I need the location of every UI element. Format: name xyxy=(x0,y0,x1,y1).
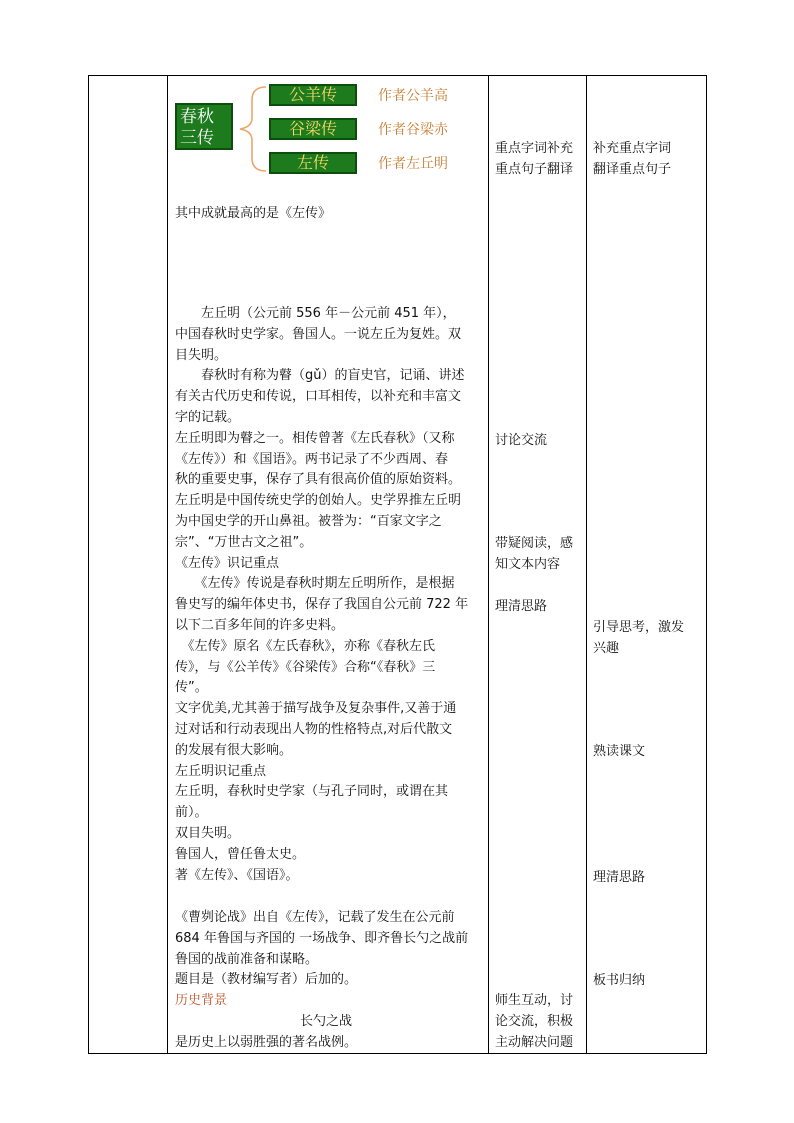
text-line: 前）。 xyxy=(175,805,208,821)
teacher-activity-item: 引导思考，激发 兴趣 xyxy=(593,620,685,656)
content-cell xyxy=(168,76,488,1053)
student-activity-item: 讨论交流 xyxy=(495,433,548,448)
text-line: 秋的重要史事，保存了具有很高价值的原始资料。 xyxy=(175,472,462,488)
brace-icon xyxy=(234,84,270,174)
text-line: 《左传》识记重点 xyxy=(175,555,280,571)
text-line: 《左传》）和《国语》。两书记录了不少西周、春 xyxy=(175,451,449,467)
text-line: 《曹刿论战》出自《左传》，记载了发生在公元前 xyxy=(175,910,455,925)
diagram-item-author: 作者左丘明 xyxy=(378,156,448,172)
best-commentary-text: 其中成就最高的是《左传》 xyxy=(175,206,332,221)
diagram-item-author: 作者谷梁赤 xyxy=(378,122,448,138)
text-line: 双目失明。 xyxy=(175,825,241,841)
diagram-main-box xyxy=(175,103,233,150)
text-line: 左丘明识记重点 xyxy=(175,763,267,779)
text-line: 左丘明即为瞽之一。相传曾著《左氏春秋》（又称 xyxy=(175,430,455,446)
diagram-item-author: 作者公羊高 xyxy=(378,88,448,104)
text-line: 《左传》原名《左氏春秋》，亦称《春秋左氏 xyxy=(175,638,436,654)
text-line: 左丘明是中国传统史学的创始人。史学界推左丘明 xyxy=(175,493,462,509)
student-activity-item: 重点字词补充 重点句子翻译 xyxy=(495,141,574,177)
teacher-activity-item: 理清思路 xyxy=(593,870,646,885)
text-line: 著《左传》、《国语》。 xyxy=(175,867,299,883)
text-line: 文字优美,尤其善于描写战争及复杂事件,又善于通 xyxy=(175,701,457,717)
text-line: 题目是（教材编写者）后加的。 xyxy=(175,972,358,988)
text-line: 鲁国人，曾任鲁太史。 xyxy=(175,846,306,862)
diagram-main-line: 三传 xyxy=(180,128,214,148)
text-line: 传”。 xyxy=(175,680,208,696)
text-line: 宗”、“万世古文之祖”。 xyxy=(175,534,313,550)
text-line: 过对话和行动表现出人物的性格特点,对后代散文 xyxy=(175,721,453,737)
text-line: 的发展有很大影响。 xyxy=(175,742,293,758)
diagram-item-box: 公羊传 xyxy=(269,84,357,106)
student-activity-item: 带疑阅读，感 知文本内容 xyxy=(495,536,574,572)
diagram-item-box: 左传 xyxy=(269,152,357,174)
text-line: 鲁史写的编年体史书，保存了我国自公元前 722 年 xyxy=(175,597,469,613)
text-line: 传》，与《公羊传》《谷梁传》合称“《春秋》三 xyxy=(175,659,436,675)
teacher-activity-item: 熟读课文 xyxy=(593,744,646,759)
text-line: 684 年鲁国与齐国的 一场战争、即齐鲁长勺之战前 xyxy=(175,930,469,946)
battle-description: 是历史上以弱胜强的著名战例。 xyxy=(175,1035,358,1050)
text-line: 中国春秋时史学家。鲁国人。一说左丘为复姓。双 xyxy=(175,326,462,342)
text-line: 左丘明，春秋时史学家（与孔子同时，或谓在其 xyxy=(175,784,449,800)
battle-title: 长勺之战 xyxy=(300,1014,353,1029)
diagram-item-box: 谷梁传 xyxy=(269,118,357,140)
student-activity-cell xyxy=(489,76,586,1053)
lesson-table xyxy=(88,75,707,1054)
caogui-intro xyxy=(175,908,468,991)
text-line: 以下二百多年间的许多史料。 xyxy=(175,617,345,633)
history-background-title: 历史背景 xyxy=(175,993,228,1008)
zuoqiuming-intro xyxy=(175,304,468,886)
diagram-main-line: 春秋 xyxy=(180,107,214,127)
teacher-activity-cell xyxy=(587,76,707,1053)
student-activity-item: 师生互动，讨 论交流，积极 主动解决问题 xyxy=(495,993,574,1050)
text-line: 春秋时有称为瞽（gǔ）的盲史官，记诵、讲述 xyxy=(175,368,465,384)
text-line: 有关古代历史和传说，口耳相传，以补充和丰富文 xyxy=(175,389,462,405)
text-line: 鲁国的战前准备和谋略。 xyxy=(175,951,319,967)
text-line: 目失明。 xyxy=(175,347,228,363)
text-line: 左丘明（公元前 556 年－公元前 451 年）， xyxy=(175,306,456,321)
text-line: 《左传》传说是春秋时期左丘明所作，是根据 xyxy=(175,576,455,592)
student-activity-item: 理清思路 xyxy=(495,599,548,614)
text-line: 为中国史学的开山鼻祖。被誉为：“百家文字之 xyxy=(175,513,442,529)
text-line: 字的记载。 xyxy=(175,409,241,425)
teacher-activity-item: 板书归纳 xyxy=(593,973,646,988)
teacher-activity-item: 补充重点字词 翻译重点句子 xyxy=(593,141,672,177)
